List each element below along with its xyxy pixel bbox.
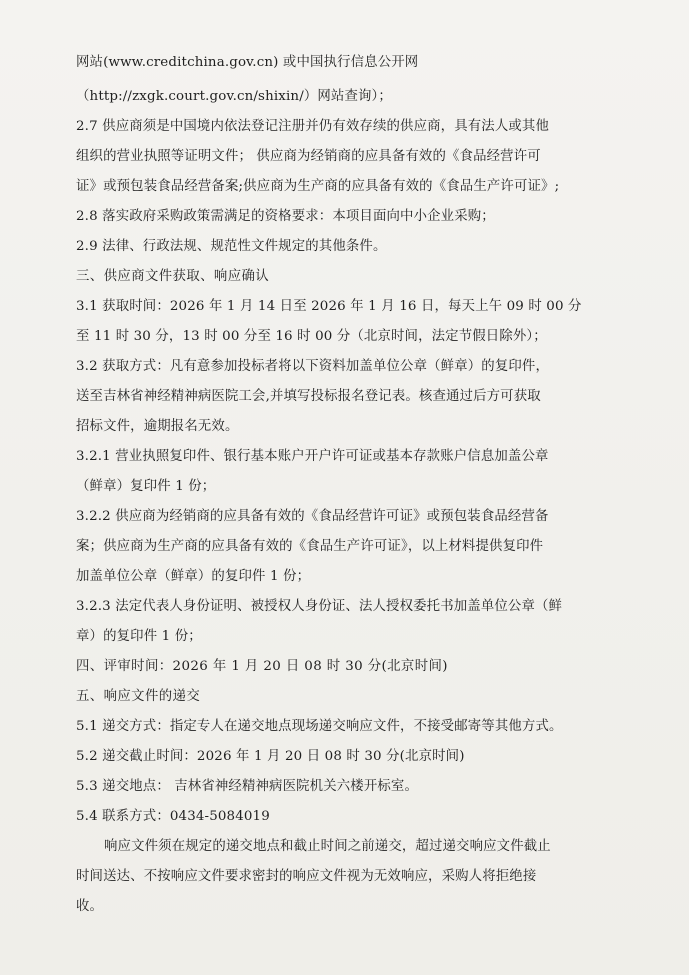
text-line: 5.3 递交地点： 吉林省神经精神病医院机关六楼开标室。 — [76, 779, 418, 794]
section-heading: 三、供应商文件获取、响应确认 — [76, 269, 270, 284]
text-line: 响应文件须在规定的递交地点和截止时间之前递交，超过递交响应文件截止 — [104, 839, 551, 854]
text-line: 网站(www.creditchina.gov.cn) 或中国执行信息公开网 — [76, 55, 419, 70]
text-line: 送至吉林省神经精神病医院工会,并填写投标报名登记表。核查通过后方可获取 — [76, 389, 541, 404]
text-line: 2.8 落实政府采购政策需满足的资格要求：本项目面向中小企业采购； — [76, 209, 495, 224]
text-line: 证》或预包装食品经营备案;供应商为生产商的应具备有效的《食品生产许可证》; — [76, 179, 560, 194]
text-line: 组织的营业执照等证明文件； 供应商为经销商的应具备有效的《食品经营许可 — [76, 149, 541, 164]
text-line: 至 11 时 30 分，13 时 00 分至 16 时 00 分（北京时间，法定节假日除外）； — [76, 329, 547, 344]
text-line: 5.1 递交方式：指定专人在递交地点现场递交响应文件，不接受邮寄等其他方式。 — [76, 719, 563, 734]
text-line: 收。 — [76, 899, 104, 914]
section-heading: 五、响应文件的递交 — [76, 689, 201, 704]
text-line: （http://zxgk.court.gov.cn/shixin/）网站查询）； — [76, 89, 392, 104]
text-line: 章）的复印件 1 份； — [76, 629, 202, 644]
text-line: 加盖单位公章（鲜章）的复印件 1 份； — [76, 569, 311, 584]
text-line: （鲜章）复印件 1 份； — [76, 479, 216, 494]
text-line: 5.4 联系方式：0434-5084019 — [76, 809, 270, 824]
text-line: 5.2 递交截止时间：2026 年 1 月 20 日 08 时 30 分(北京时间) — [76, 749, 465, 764]
text-line: 时间送达、不按响应文件要求密封的响应文件视为无效响应，采购人将拒绝接 — [76, 869, 537, 884]
text-line: 3.2.2 供应商为经销商的应具备有效的《食品经营许可证》或预包装食品经营备 — [76, 509, 549, 524]
text-line: 2.7 供应商须是中国境内依法登记注册并仍有效存续的供应商，具有法人或其他 — [76, 119, 549, 134]
text-line: 3.2 获取方式：凡有意参加投标者将以下资料加盖单位公章（鲜章）的复印件， — [76, 359, 549, 374]
text-line: 招标文件，逾期报名无效。 — [76, 419, 239, 434]
text-line: 2.9 法律、行政法规、规范性文件规定的其他条件。 — [76, 239, 387, 254]
text-line: 案；供应商为生产商的应具备有效的《食品生产许可证》，以上材料提供复印件 — [76, 539, 544, 554]
text-line: 3.2.3 法定代表人身份证明、被授权人身份证、法人授权委托书加盖单位公章（鲜 — [76, 599, 563, 614]
section-heading: 四、评审时间：2026 年 1 月 20 日 08 时 30 分(北京时间) — [76, 659, 448, 674]
text-line: 3.2.1 营业执照复印件、银行基本账户开户许可证或基本存款账户信息加盖公章 — [76, 449, 549, 464]
text-line: 3.1 获取时间：2026 年 1 月 14 日至 2026 年 1 月 16 日，每天上午 09 时 00 分 — [76, 299, 582, 314]
